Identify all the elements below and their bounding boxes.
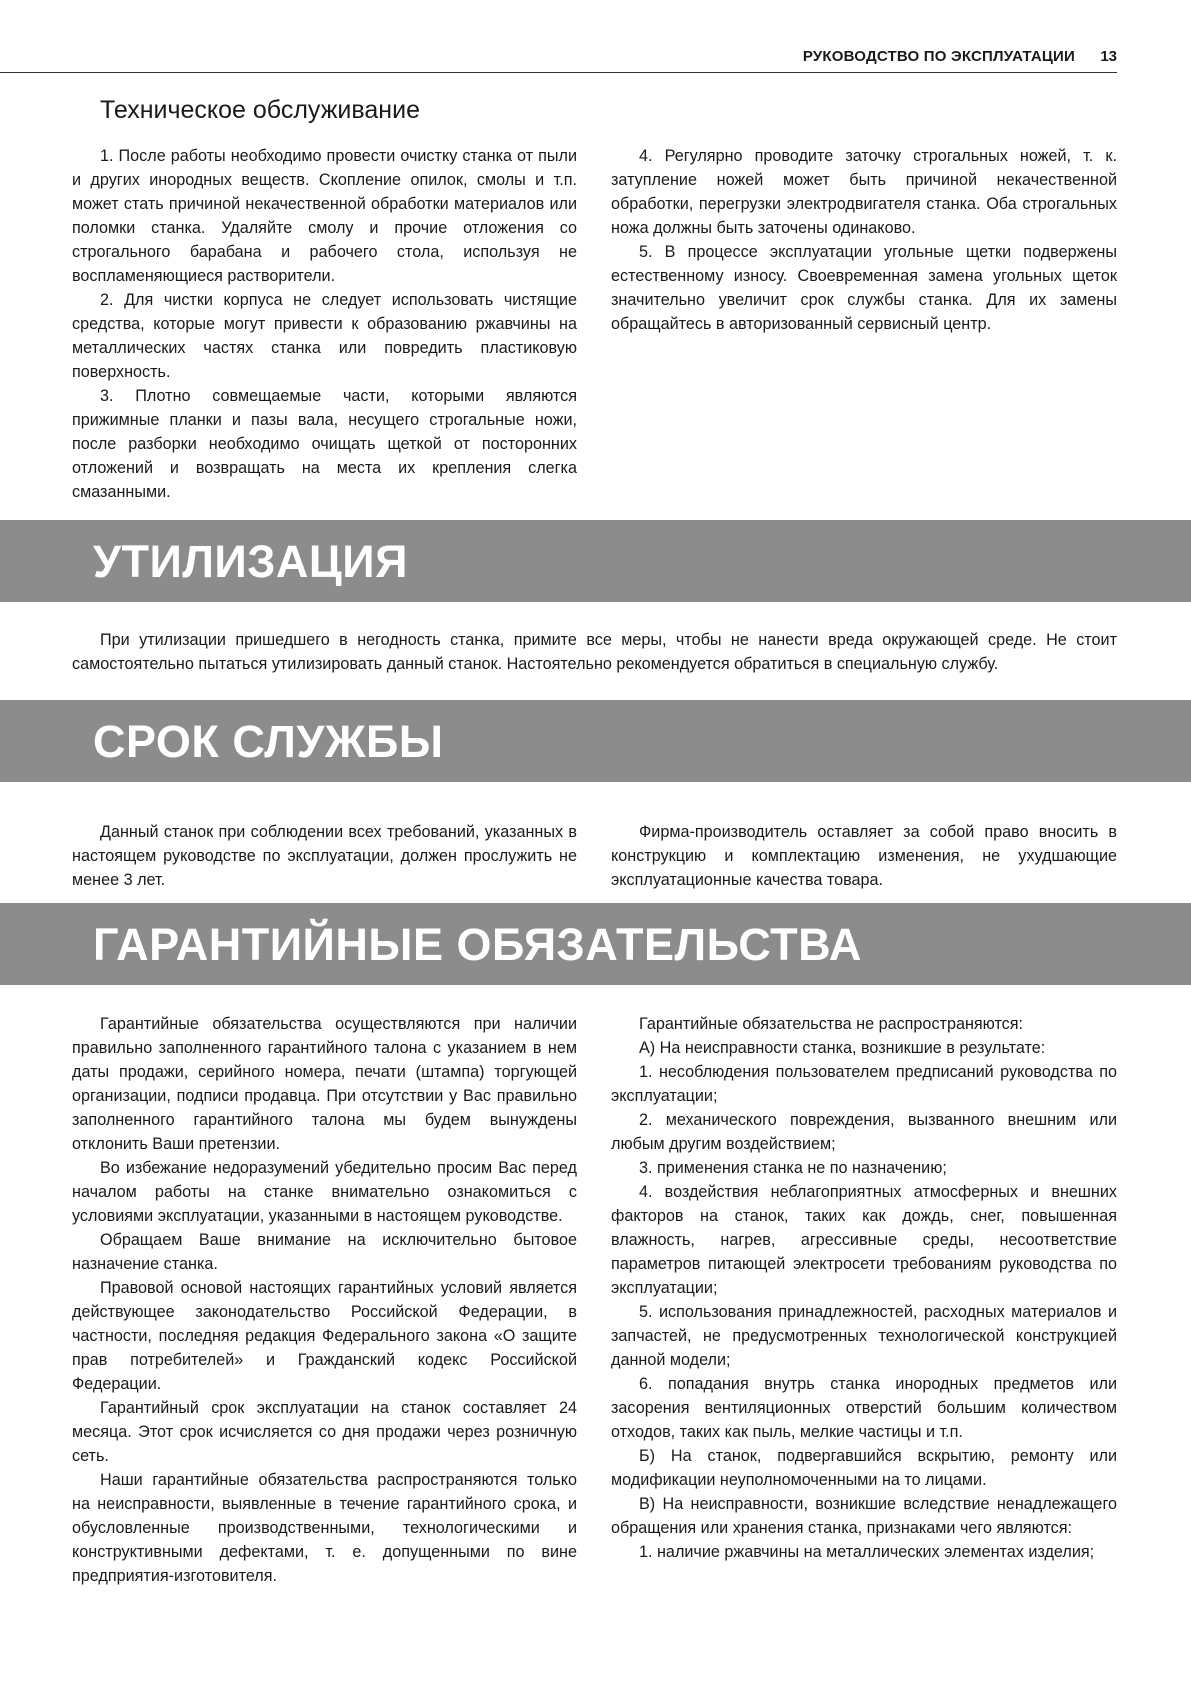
paragraph: 2. механического повреждения, вызванного внешним или любым другим воздействием; (611, 1111, 1117, 1153)
paragraph: При утилизации пришедшего в негодность станка, примите все меры, чтобы не нанести вреда окружающей среде. Не стоит самостоятельно пытаться утилизировать данный станок. Настоятельно рекомендуется обратиться в специальную службу. (72, 631, 1117, 673)
paragraph: Б) На станок, подвергавшийся вскрытию, ремонту или модификации неуполномоченными на то лицами. (611, 1447, 1117, 1489)
warranty-left-column (72, 1012, 577, 1588)
service-life-banner (0, 700, 1191, 782)
paragraph: 2. Для чистки корпуса не следует использовать чистящие средства, которые могут привести к образованию ржавчины на металлических частях станка или повредить пластиковую поверхность. (72, 291, 577, 381)
service-life-title: СРОК СЛУЖБЫ (93, 716, 444, 767)
paragraph: Гарантийные обязательства не распространяются: (639, 1015, 1024, 1033)
running-header (0, 38, 1117, 73)
paragraph: 1. наличие ржавчины на металлических элементах изделия; (639, 1543, 1095, 1561)
disposal-title: УТИЛИЗАЦИЯ (93, 536, 408, 587)
paragraph: 5. В процессе эксплуатации угольные щетки подвержены естественному износу. Своевременная замена угольных щеток значительно увеличит срок службы станка. Для их замены обращайтесь в авторизованный сервисный центр. (611, 243, 1117, 333)
paragraph: 4. воздействия неблагоприятных атмосферных и внешних факторов на станок, таких как дождь, снег, повышенная влажность, нагрев, агрессивные среды, несоответствие параметров питающей электросети требованиям руководства по эксплуатации; (611, 1183, 1117, 1297)
maintenance-heading: Техническое обслуживание (100, 96, 420, 124)
warranty-right-column (611, 1012, 1117, 1564)
paragraph: 3. применения станка не по назначению; (639, 1159, 947, 1177)
header-title: РУКОВОДСТВО ПО ЭКСПЛУАТАЦИИ (802, 48, 1075, 65)
paragraph: Во избежание недоразумений убедительно просим Вас перед началом работы на станке внимательно ознакомиться с условиями эксплуатации, указанными в настоящем руководстве. (72, 1159, 577, 1225)
maintenance-left-column (72, 144, 577, 504)
paragraph: Фирма-производитель оставляет за собой право вносить в конструкцию и комплектацию изменения, не ухудшающие эксплуатационные качества товара. (611, 823, 1117, 889)
paragraph: Наши гарантийные обязательства распространяются только на неисправности, выявленные в течение гарантийного срока, и обусловленные производственными, технологическими и конструктивными дефектами, т. е. допущенными по вине предприятия-изготовителя. (72, 1471, 577, 1585)
paragraph: Правовой основой настоящих гарантийных условий является действующее законодательство Российской Федерации, в частности, последняя редакция Федерального закона «О защите прав потребителей» и Гражданский кодекс Российской Федерации. (72, 1279, 577, 1393)
disposal-banner (0, 520, 1191, 602)
paragraph: 4. Регулярно проводите заточку строгальных ножей, т. к. затупление ножей может быть причиной некачественной обработки, перегрузки электродвигателя станка. Оба строгальных ножа должны быть заточены одинаково. (611, 147, 1117, 237)
service-life-right (611, 820, 1117, 892)
disposal-text (72, 628, 1117, 676)
paragraph: Гарантийные обязательства осуществляются при наличии правильно заполненного гарантийного талона с указанием в нем даты продажи, серийного номера, печати (штампа) торгующей организации, подписи продавца. При отсутствии у Вас правильно заполненного гарантийного талона мы будем вынуждены отклонить Ваши претензии. (72, 1015, 577, 1153)
paragraph: 6. попадания внутрь станка инородных предметов или засорения вентиляционных отверстий большим количеством отходов, таких как пыль, мелкие частицы и т.п. (611, 1375, 1117, 1441)
paragraph: Обращаем Ваше внимание на исключительно бытовое назначение станка. (72, 1231, 577, 1273)
paragraph: 5. использования принадлежностей, расходных материалов и запчастей, не предусмотренных технологической конструкцией данной модели; (611, 1303, 1117, 1369)
paragraph: 1. несоблюдения пользователем предписаний руководства по эксплуатации; (611, 1063, 1117, 1105)
paragraph: 3. Плотно совмещаемые части, которыми являются прижимные планки и пазы вала, несущего строгальные ножи, после разборки необходимо очищать щеткой от посторонних отложений и возвращать на места их крепления слегка смазанными. (72, 387, 577, 501)
paragraph: Гарантийный срок эксплуатации на станок составляет 24 месяца. Этот срок исчисляется со дня продажи через розничную сеть. (72, 1399, 577, 1465)
warranty-title: ГАРАНТИЙНЫЕ ОБЯЗАТЕЛЬСТВА (93, 919, 862, 970)
service-life-left (72, 820, 577, 892)
maintenance-right-column (611, 144, 1117, 336)
paragraph: Данный станок при соблюдении всех требований, указанных в настоящем руководстве по эксплуатации, должен прослужить не менее 3 лет. (72, 823, 577, 889)
warranty-banner (0, 903, 1191, 985)
paragraph: В) На неисправности, возникшие вследствие ненадлежащего обращения или хранения станка, признаками чего являются: (611, 1495, 1117, 1537)
page-number: 13 (1100, 48, 1117, 65)
paragraph: 1. После работы необходимо провести очистку станка от пыли и других инородных веществ. Скопление опилок, смолы и т.п. может стать причиной некачественной обработки материалов или поломки станка. Удаляйте смолу и прочие отложения со строгального барабана и рабочего стола, используя не воспламеняющиеся растворители. (72, 147, 577, 285)
paragraph: А) На неисправности станка, возникшие в результате: (639, 1039, 1046, 1057)
